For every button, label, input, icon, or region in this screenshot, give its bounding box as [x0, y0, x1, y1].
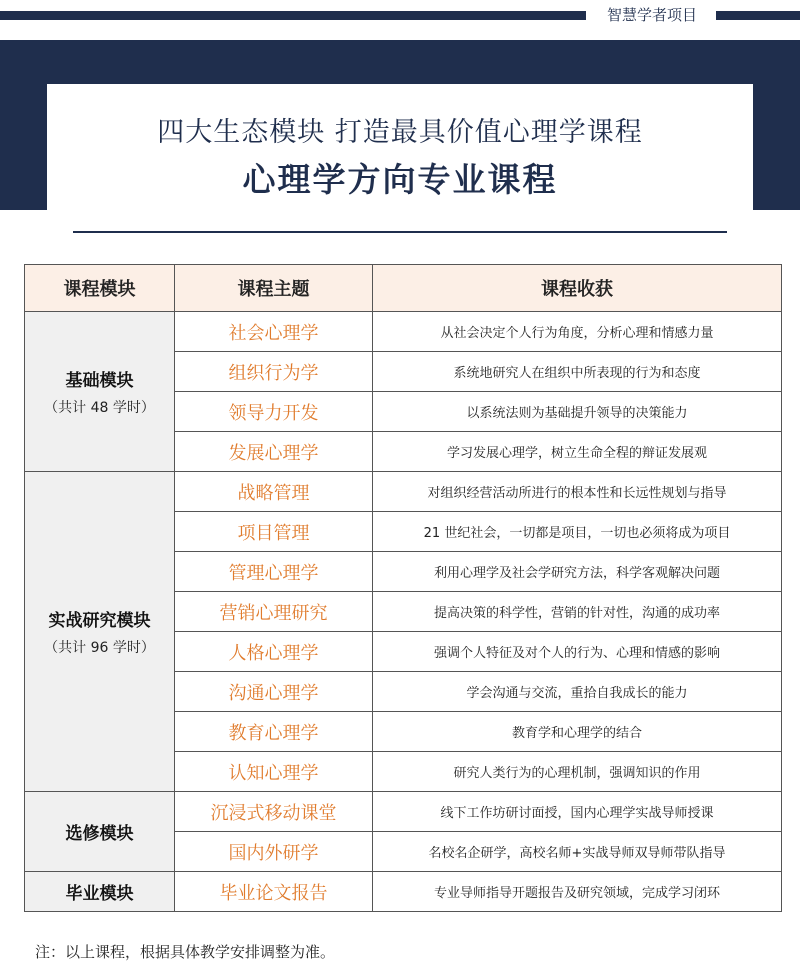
title-card — [47, 84, 753, 210]
gain-cell: 对组织经营活动所进行的根本性和长远性规划与指导 — [373, 472, 782, 512]
gain-cell: 从社会决定个人行为角度，分析心理和情感力量 — [373, 312, 782, 352]
module-cell-elective — [25, 792, 175, 872]
table-header-row — [25, 265, 782, 312]
topic-cell: 领导力开发 — [175, 392, 373, 432]
topic-cell: 沟通心理学 — [175, 672, 373, 712]
gain-cell: 系统地研究人在组织中所表现的行为和态度 — [373, 352, 782, 392]
topic-cell: 沉浸式移动课堂 — [175, 792, 373, 832]
top-strip — [0, 0, 800, 40]
column-header-module: 课程模块 — [25, 265, 175, 312]
title-divider — [73, 231, 727, 233]
table-row — [25, 792, 782, 832]
topic-cell: 战略管理 — [175, 472, 373, 512]
page-subtitle: 四大生态模块 打造最具价值心理学课程 — [157, 117, 643, 148]
module-name: 毕业模块 — [65, 884, 134, 904]
table-row — [25, 872, 782, 912]
gain-cell: 线下工作坊研讨面授，国内心理学实战导师授课 — [373, 792, 782, 832]
table-row — [25, 312, 782, 352]
gain-cell: 强调个人特征及对个人的行为、心理和情感的影响 — [373, 632, 782, 672]
gain-cell: 提高决策的科学性，营销的针对性，沟通的成功率 — [373, 592, 782, 632]
gain-cell: 专业导师指导开题报告及研究领域，完成学习闭环 — [373, 872, 782, 912]
gain-cell: 研究人类行为的心理机制，强调知识的作用 — [373, 752, 782, 792]
gain-cell: 学习发展心理学，树立生命全程的辩证发展观 — [373, 432, 782, 472]
page-title: 心理学方向专业课程 — [242, 160, 558, 199]
topic-cell: 人格心理学 — [175, 632, 373, 672]
gain-cell: 21 世纪社会，一切都是项目，一切也必须将成为项目 — [373, 512, 782, 552]
column-header-gain: 课程收获 — [373, 265, 782, 312]
module-name: 实战研究模块 — [48, 611, 151, 631]
column-header-topic: 课程主题 — [175, 265, 373, 312]
gain-cell: 学会沟通与交流，重拾自我成长的能力 — [373, 672, 782, 712]
topic-cell: 认知心理学 — [175, 752, 373, 792]
topic-cell: 教育心理学 — [175, 712, 373, 752]
gain-cell: 以系统法则为基础提升领导的决策能力 — [373, 392, 782, 432]
topic-cell: 社会心理学 — [175, 312, 373, 352]
module-name: 基础模块 — [65, 371, 134, 391]
strip-bar-right — [716, 11, 800, 20]
module-cell-graduation — [25, 872, 175, 912]
module-hours: （共计 96 学时） — [44, 640, 155, 656]
topic-cell: 发展心理学 — [175, 432, 373, 472]
topic-cell: 组织行为学 — [175, 352, 373, 392]
footnote: 注：以上课程，根据具体教学安排调整为准。 — [35, 943, 336, 961]
topic-cell: 项目管理 — [175, 512, 373, 552]
topic-cell: 国内外研学 — [175, 832, 373, 872]
module-cell-basic — [25, 312, 175, 472]
topic-cell: 毕业论文报告 — [175, 872, 373, 912]
course-table — [24, 264, 782, 912]
topic-cell: 营销心理研究 — [175, 592, 373, 632]
topic-cell: 管理心理学 — [175, 552, 373, 592]
brand-label: 智慧学者项目 — [606, 6, 697, 24]
table-row — [25, 472, 782, 512]
module-hours: （共计 48 学时） — [44, 400, 155, 416]
gain-cell: 利用心理学及社会学研究方法，科学客观解决问题 — [373, 552, 782, 592]
module-cell-practice — [25, 472, 175, 792]
module-name: 选修模块 — [65, 824, 134, 844]
strip-bar-left — [0, 11, 586, 20]
gain-cell: 名校名企研学，高校名师+实战导师双导师带队指导 — [373, 832, 782, 872]
gain-cell: 教育学和心理学的结合 — [373, 712, 782, 752]
